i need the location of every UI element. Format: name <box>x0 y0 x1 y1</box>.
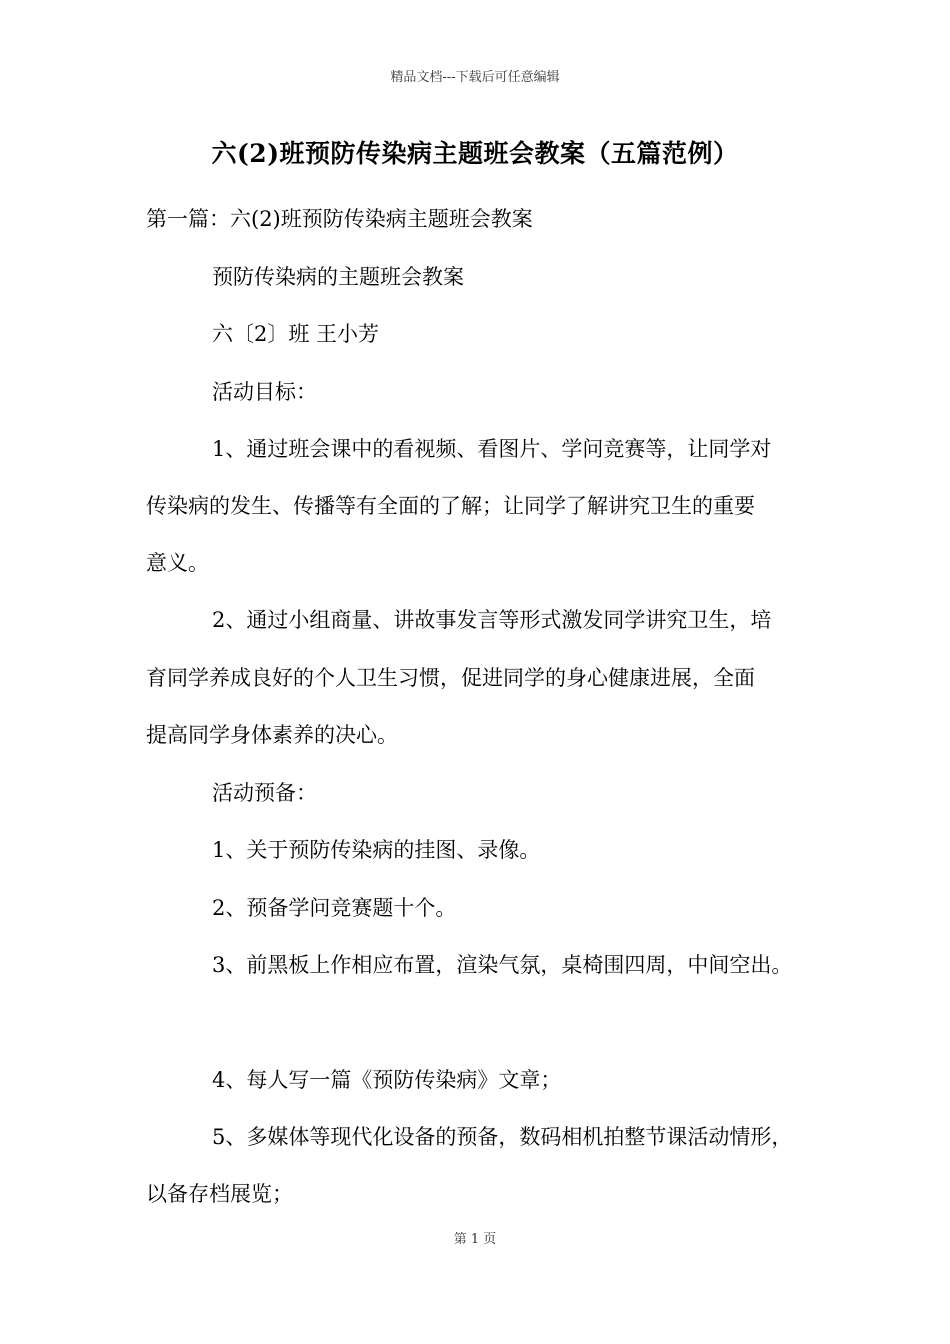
paragraph-line: 2、预备学问竞赛题十个。 <box>212 896 457 920</box>
paragraph-line: 1、通过班会课中的看视频、看图片、学问竞赛等，让同学对 <box>212 437 772 461</box>
paragraph-line: 意义。 <box>146 551 209 575</box>
paragraph-line: 预防传染病的主题班会教案 <box>212 265 464 289</box>
paragraph-line: 以备存档展览； <box>146 1182 293 1206</box>
paragraph-line: 3、前黑板上作相应布置，渲染气氛，桌椅围四周，中间空出。 <box>212 953 793 977</box>
paragraph-line: 活动目标： <box>212 380 317 404</box>
paragraph-line: 2、通过小组商量、讲故事发言等形式激发同学讲究卫生，培 <box>212 608 772 632</box>
page-number: 第 1 页 <box>453 1232 497 1247</box>
paragraph-line: 提高同学身体素养的决心。 <box>146 723 398 747</box>
paragraph-line: 传染病的发生、传播等有全面的了解；让同学了解讲究卫生的重要 <box>146 494 755 518</box>
section-heading: 第一篇：六(2)班预防传染病主题班会教案 <box>146 207 533 231</box>
paragraph-line: 4、每人写一篇《预防传染病》文章； <box>212 1068 562 1092</box>
paragraph-line: 六〔2〕班 王小芳 <box>212 322 380 346</box>
paragraph-line: 5、多媒体等现代化设备的预备，数码相机拍整节课活动情形， <box>212 1125 793 1149</box>
paragraph-line: 活动预备： <box>212 781 317 805</box>
document-title: 六(2)班预防传染病主题班会教案（五篇范例） <box>211 139 739 168</box>
paragraph-line: 1、关于预防传染病的挂图、录像。 <box>212 838 541 862</box>
page-header: 精品文档---下载后可任意编辑 <box>390 70 560 85</box>
paragraph-line: 育同学养成良好的个人卫生习惯，促进同学的身心健康进展，全面 <box>146 666 755 690</box>
